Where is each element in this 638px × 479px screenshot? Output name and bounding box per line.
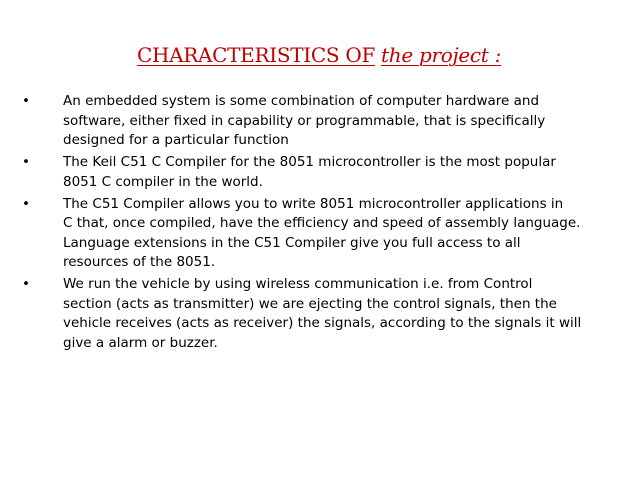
bullet-text: An embedded system is some combination of computer hardware and software, either fixed in capability or programmable, that is specifically designed for a particular function bbox=[63, 93, 546, 148]
bullet-dot-icon: • bbox=[22, 276, 30, 292]
bullet-item bbox=[22, 92, 622, 151]
bullet-item bbox=[22, 195, 622, 273]
title-main-text: CHARACTERISTICS OF bbox=[136, 43, 376, 67]
bullet-list bbox=[22, 92, 622, 356]
bullet-dot-icon: • bbox=[22, 195, 30, 212]
bullet-item bbox=[22, 275, 622, 353]
bullet-text: We run the vehicle by using wireless communication i.e. from Control section (acts as transmitter) we are ejecting the control signals, then the vehicle receives (acts as receiver) the signals, according to the signals it will give a alarm or buzzer. bbox=[63, 276, 582, 351]
bullet-text: The C51 Compiler allows you to write 8051 microcontroller applications in C that, once compiled, have the efficiency and speed of assembly language. Language extensions in the C51 Compiler give you full access to all resources of the 8051. bbox=[63, 195, 581, 270]
slide-title bbox=[0, 42, 638, 68]
title-italic-text: the project : bbox=[381, 43, 502, 67]
bullet-item bbox=[22, 153, 622, 192]
bullet-dot-icon: • bbox=[22, 93, 30, 109]
bullet-dot-icon: • bbox=[22, 154, 30, 170]
bullet-text: The Keil C51 C Compiler for the 8051 microcontroller is the most popular 8051 C compiler in the world. bbox=[63, 154, 556, 190]
